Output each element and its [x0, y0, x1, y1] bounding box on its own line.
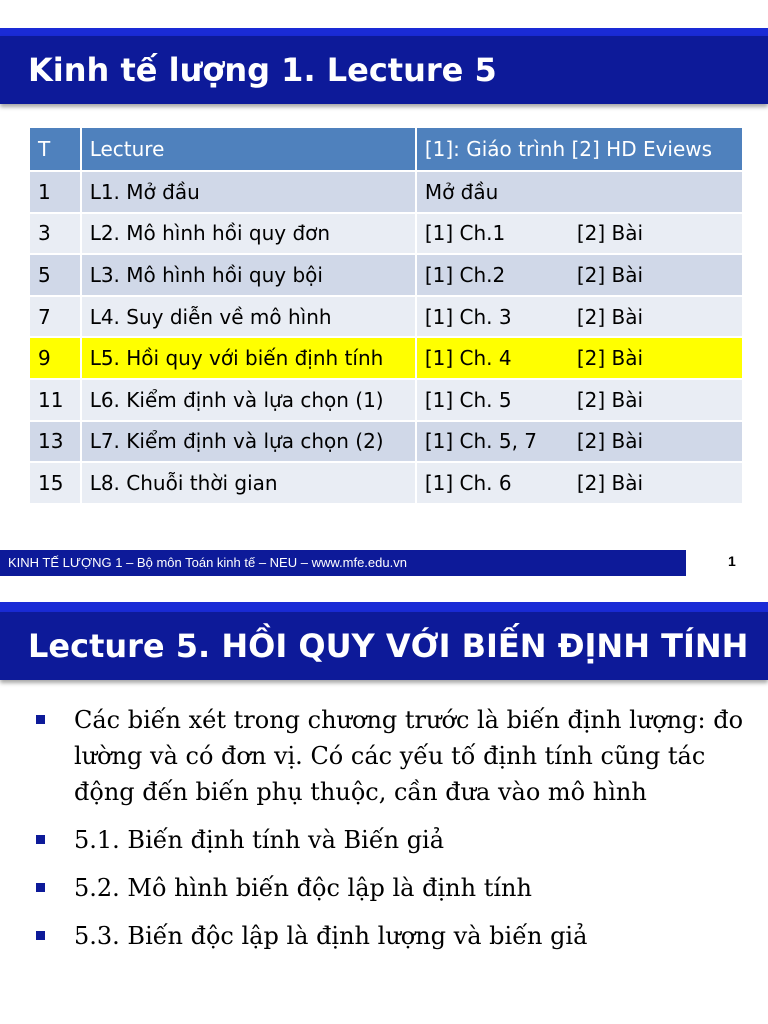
cell-lecture: L7. Kiểm định và lựa chọn (2): [81, 421, 416, 463]
page-number: 1: [728, 553, 736, 569]
table-row: [29, 379, 743, 421]
slide-1-title: Kinh tế lượng 1. Lecture 5: [0, 36, 768, 104]
bullet-item: [36, 918, 746, 954]
ref-eviews: [2] Bài: [576, 387, 644, 412]
slide-footer: KINH TẾ LƯỢNG 1 – Bộ môn Toán kinh tế – NEU – www.mfe.edu.vn: [0, 550, 686, 576]
ref-eviews: [2] Bài: [576, 429, 644, 454]
bullet-text: Các biến xét trong chương trước là biến định lượng: đo lường và có đơn vị. Có các yếu tố định tính cũng tác động đến biến phụ thuộc, cần đưa vào mô hình: [74, 706, 744, 806]
ref-textbook: Mở đầu: [424, 179, 499, 204]
title-top-stripe: [0, 602, 768, 612]
lecture-table: [28, 126, 744, 505]
cell-refs: [416, 171, 743, 213]
table-header-row: [29, 127, 743, 171]
cell-refs: [416, 296, 743, 338]
slide-2-title: Lecture 5. HỒI QUY VỚI BIẾN ĐỊNH TÍNH: [0, 612, 768, 680]
bullet-square-icon: [36, 715, 45, 724]
bullet-text: 5.2. Mô hình biến độc lập là định tính: [74, 874, 532, 902]
cell-refs: [416, 379, 743, 421]
cell-refs: [416, 337, 743, 379]
cell-t: 9: [29, 337, 81, 379]
header-lecture: Lecture: [81, 127, 416, 171]
table-row-highlighted: [29, 337, 743, 379]
table-row: [29, 171, 743, 213]
ref-textbook: [1] Ch. 4: [424, 346, 512, 371]
ref-textbook: [1] Ch. 6: [424, 470, 512, 495]
bullet-item: [36, 822, 746, 858]
table-row: [29, 296, 743, 338]
bullet-square-icon: [36, 931, 45, 940]
ref-eviews: [2] Bài: [576, 262, 644, 287]
bullet-square-icon: [36, 835, 45, 844]
cell-t: 3: [29, 213, 81, 255]
bullet-item: [36, 870, 746, 906]
ref-eviews: [2] Bài: [576, 470, 644, 495]
cell-lecture: L2. Mô hình hồi quy đơn: [81, 213, 416, 255]
cell-refs: [416, 421, 743, 463]
bullet-text: 5.3. Biến độc lập là định lượng và biến giả: [74, 922, 588, 950]
cell-t: 5: [29, 254, 81, 296]
ref-eviews: [2] Bài: [576, 304, 644, 329]
bullet-item: [36, 702, 746, 810]
cell-refs: [416, 254, 743, 296]
bullet-list: [36, 702, 746, 966]
header-t: T: [29, 127, 81, 171]
slide-2: [0, 600, 768, 1024]
table-row: [29, 462, 743, 504]
cell-lecture: L6. Kiểm định và lựa chọn (1): [81, 379, 416, 421]
bullet-text: 5.1. Biến định tính và Biến giả: [74, 826, 445, 854]
cell-refs: [416, 213, 743, 255]
bullet-square-icon: [36, 883, 45, 892]
cell-t: 15: [29, 462, 81, 504]
ref-textbook: [1] Ch.1: [424, 221, 506, 246]
cell-refs: [416, 462, 743, 504]
cell-lecture: L5. Hồi quy với biến định tính: [81, 337, 416, 379]
cell-lecture: L3. Mô hình hồi quy bội: [81, 254, 416, 296]
ref-textbook: [1] Ch. 3: [424, 304, 512, 329]
cell-t: 7: [29, 296, 81, 338]
table-row: [29, 254, 743, 296]
ref-textbook: [1] Ch. 5: [424, 387, 512, 412]
cell-lecture: L8. Chuỗi thời gian: [81, 462, 416, 504]
ref-eviews: [2] Bài: [576, 346, 644, 371]
cell-t: 1: [29, 171, 81, 213]
ref-eviews: [2] Bài: [576, 221, 644, 246]
table-row: [29, 421, 743, 463]
header-references: [1]: Giáo trình [2] HD Eviews: [416, 127, 743, 171]
cell-t: 13: [29, 421, 81, 463]
cell-t: 11: [29, 379, 81, 421]
table-row: [29, 213, 743, 255]
cell-lecture: L1. Mở đầu: [81, 171, 416, 213]
ref-textbook: [1] Ch.2: [424, 262, 506, 287]
cell-lecture: L4. Suy diễn về mô hình: [81, 296, 416, 338]
ref-textbook: [1] Ch. 5, 7: [424, 429, 538, 454]
